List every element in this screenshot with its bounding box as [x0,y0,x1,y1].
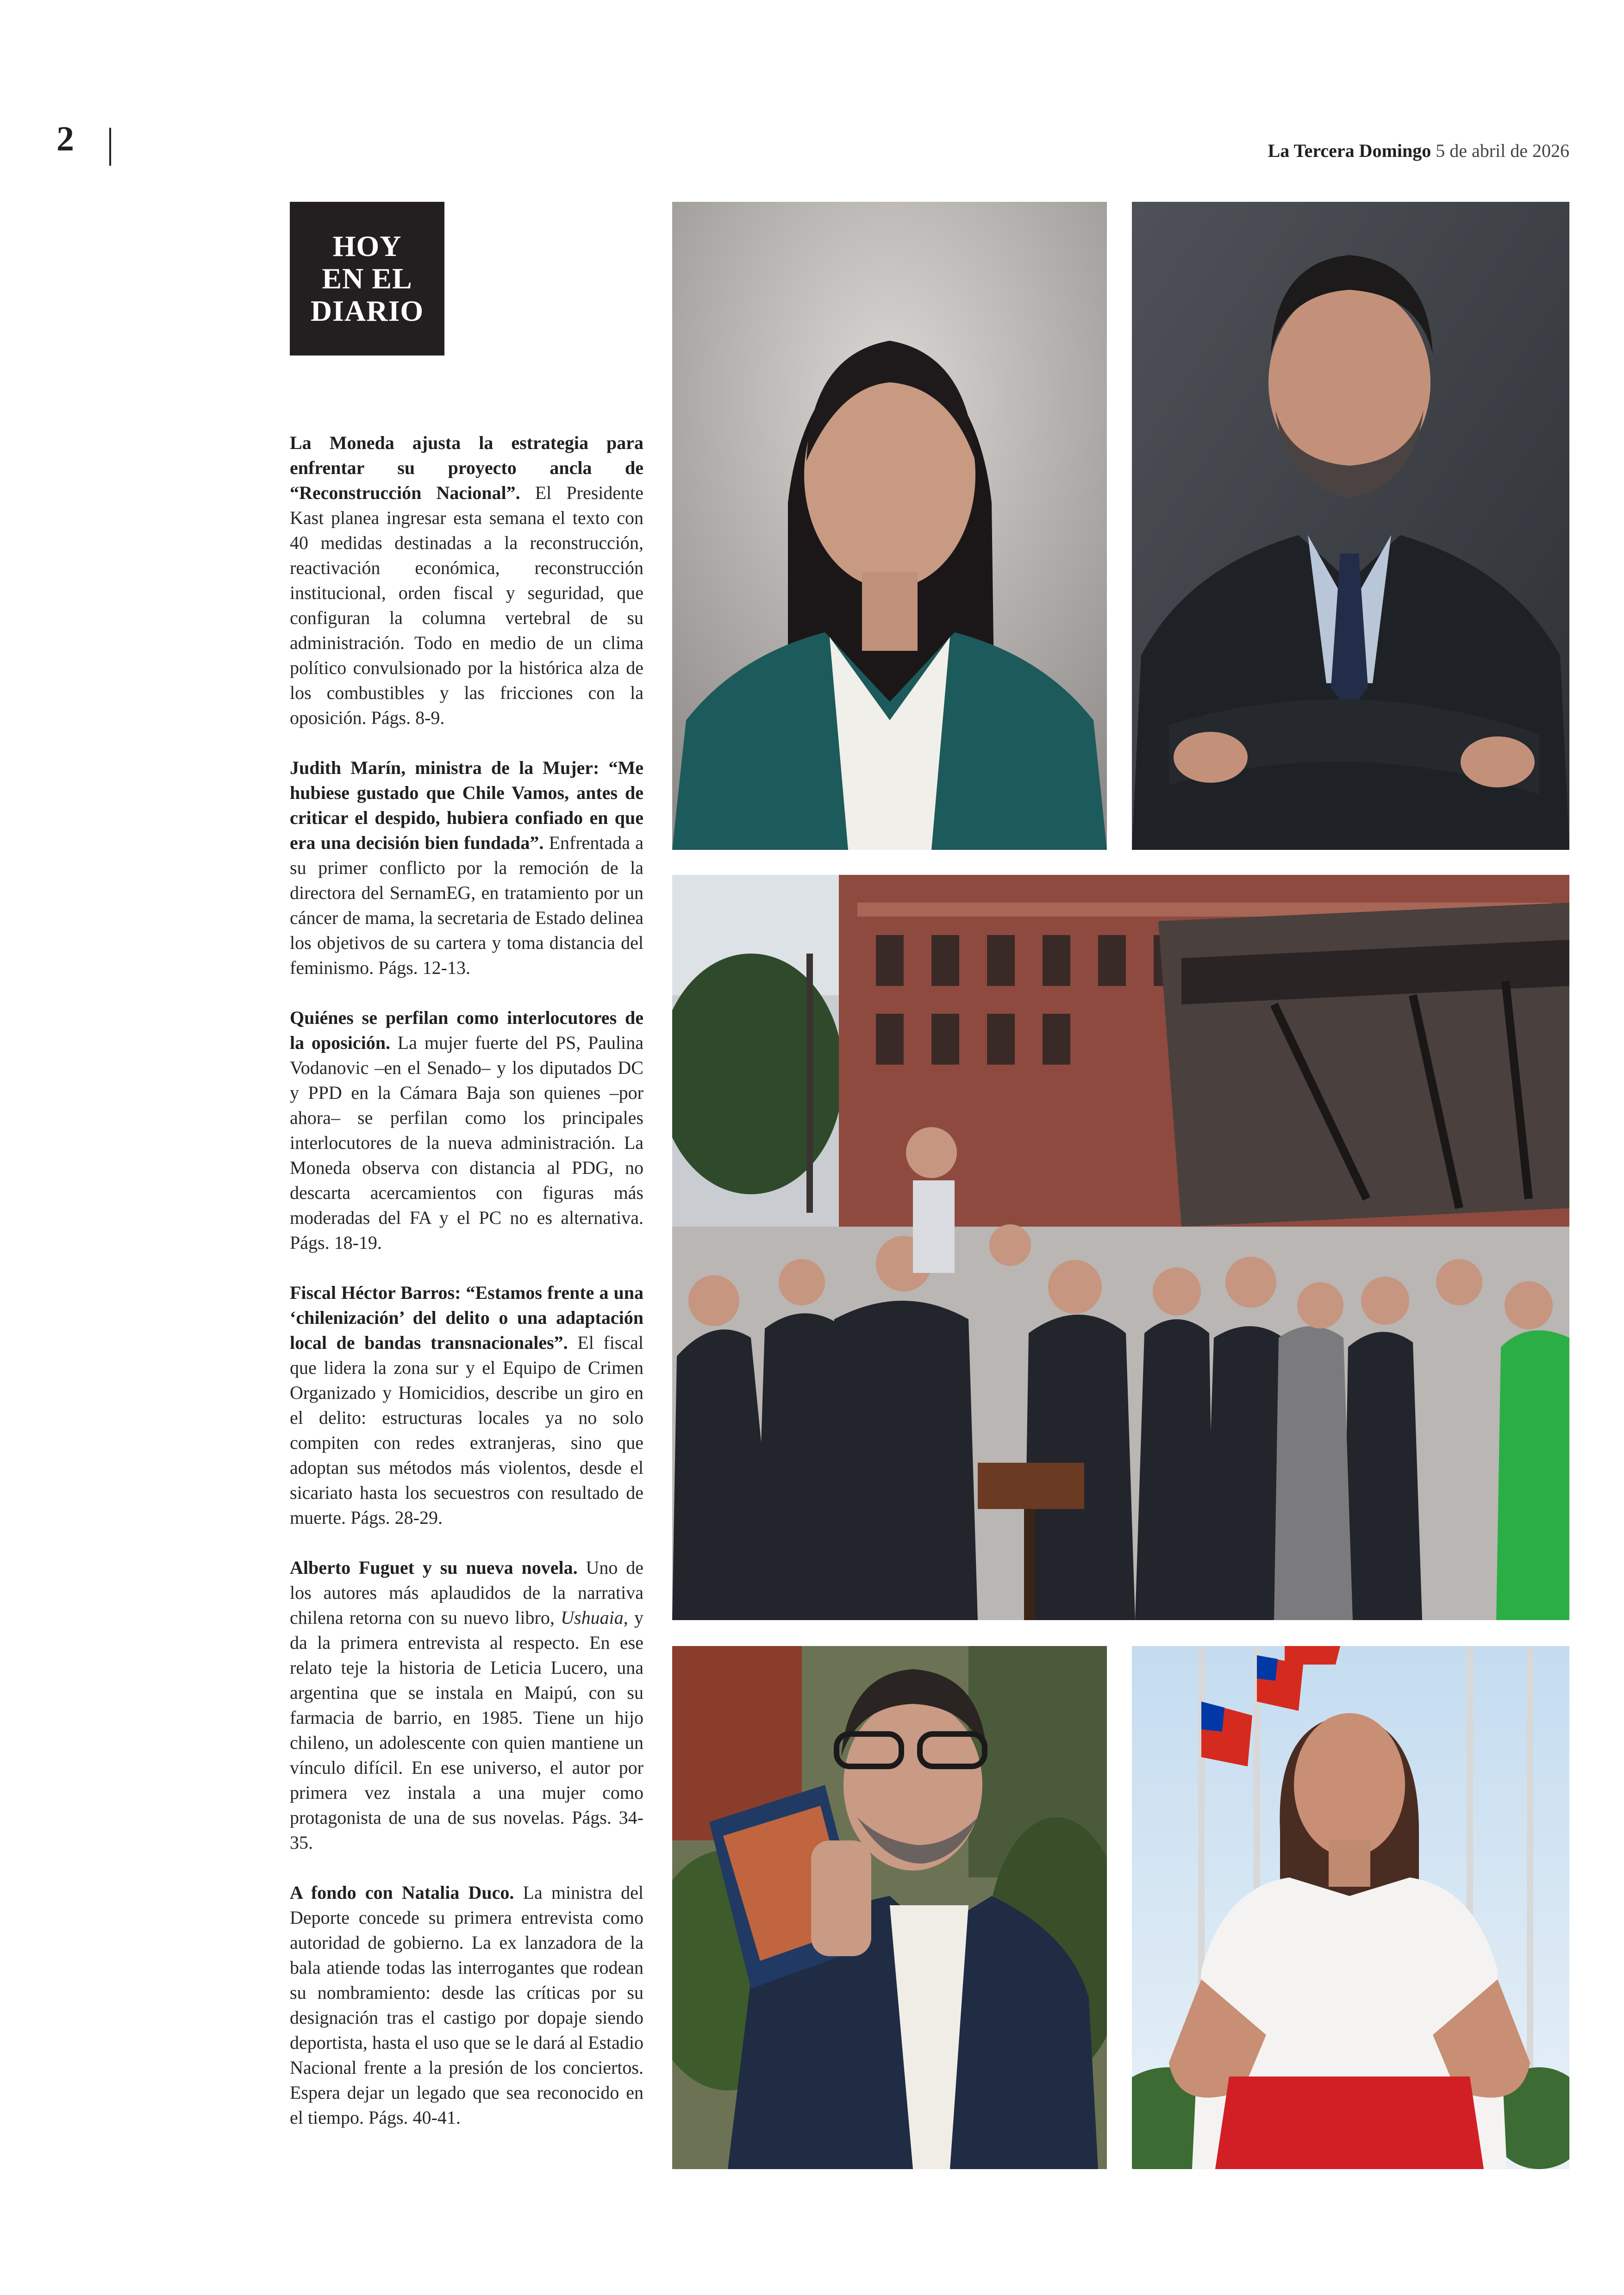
publication-name: La Tercera Domingo [1268,140,1431,161]
section-badge [290,202,444,355]
item-headline: Alberto Fuguet y su nueva novela. [290,1557,578,1578]
badge-line: DIARIO [310,294,424,327]
portrait-photo-man-crossed-arms [1132,202,1569,850]
item-pages: Págs. 28-29. [346,1507,443,1528]
summary-item-reconstruccion [290,430,643,730]
item-body: , y da la primera entrevista al respecto. En ese relato teje la historia de Leticia Lucero, una argentina que se instala en Maipú, con su farmacia de barrio, en 1985. Tiene un hijo chileno, un adolescente con quien mantiene un vínculo difícil. En ese universo, el autor por primera vez instala a una mujer como protagonista de una de sus novelas. [290,1607,644,1828]
item-body: El Presidente Kast planea ingresar esta semana el texto con 40 medidas destinadas a la reconstrucción, reactivación económica, reconstrucción institucional, orden fiscal y seguridad, que configuran la columna vertebral de su administración. Todo en medio de un clima político convulsionado por la histórica alza de los combustibles y las fricciones con la oposición. [290,482,644,728]
portrait-photo-man-holding-book [672,1646,1107,2169]
item-body: La mujer fuerte del PS, Paulina Vodanovic –en el Senado– y los diputados DC y PPD en la Cámara Baja son quienes –por ahora– se perfilan como los principales interlocutores de la nueva administración. La Moneda observa con distancia al PDG, no descarta acercamientos con figuras más moderadas del FA y el PC no es alternativa. [290,1032,644,1228]
item-pages: Págs. 34-35. [290,1807,643,1853]
page-number-divider [109,128,111,166]
item-pages: Págs. 18-19. [290,1232,382,1253]
item-body: Uno de los autores más aplaudidos de la narrativa chilena retorna con su nuevo libro, [290,1557,644,1628]
item-headline: A fondo con Natalia Duco. [290,1882,514,1903]
item-headline: Judith Marín, ministra de la Mujer: “Me hubiese gustado que Chile Vamos, antes de criticar el despido, hubiera confiado en que era una decisión bien fundada”. [290,757,643,853]
item-headline: Quiénes se perfilan como interlocutores de la oposición. [290,1007,643,1053]
badge-line: HOY [332,230,402,262]
summary-item-natalia-duco [290,1880,643,2130]
page-number: 2 [56,119,74,158]
masthead [1268,142,1569,160]
summary-item-hector-barros [290,1280,643,1530]
item-pages: Págs. 40-41. [363,2107,461,2128]
group-photo-press-conference [672,875,1569,1620]
summary-column [290,430,643,2155]
publication-date: 5 de abril de 2026 [1436,140,1569,161]
item-body: Enfrentada a su primer conflicto por la remoción de la directora del SernamEG, en tratamiento por un cáncer de mama, la secretaria de Estado delinea los objetivos de su cartera y toma distancia del feminismo. [290,832,644,978]
portrait-photo-woman-teal-blazer [672,202,1107,850]
summary-item-judith-marin [290,755,643,980]
item-headline: La Moneda ajusta la estrategia para enfrentar su proyecto ancla de “Reconstrucción Nacional”. [290,432,643,503]
portrait-photo-woman-flags [1132,1646,1569,2169]
item-body: La ministra del Deporte concede su primera entrevista como autoridad de gobierno. La ex lanzadora de la bala atiende todas las interrogantes que rodean su nombramiento: desde las críticas por su designación tras el castigo por dopaje siendo deportista, hasta el uso que se le dará al Estadio Nacional frente a la presión de los conciertos. Espera dejar un legado que sea reconocido en el tiempo. [290,1882,643,2128]
item-pages: Págs. 12-13. [374,957,470,978]
summary-item-alberto-fuguet [290,1555,643,1855]
summary-item-interlocutores [290,1005,643,1255]
item-headline: Fiscal Héctor Barros: “Estamos frente a una ‘chilenización’ del delito o una adaptación local de bandas transnacionales”. [290,1282,643,1353]
item-pages: Págs. 8-9. [366,707,445,728]
item-book-title: Ushuaia [561,1607,624,1628]
badge-line: EN EL [322,262,412,295]
item-body: El fiscal que lidera la zona sur y el Equipo de Crimen Organizado y Homicidios, describe un giro en el delito: estructuras locales ya no solo compiten con redes extranjeras, sino que adoptan sus métodos más violentos, desde el sicariato hasta los secuestros con resultado de muerte. [290,1332,643,1528]
